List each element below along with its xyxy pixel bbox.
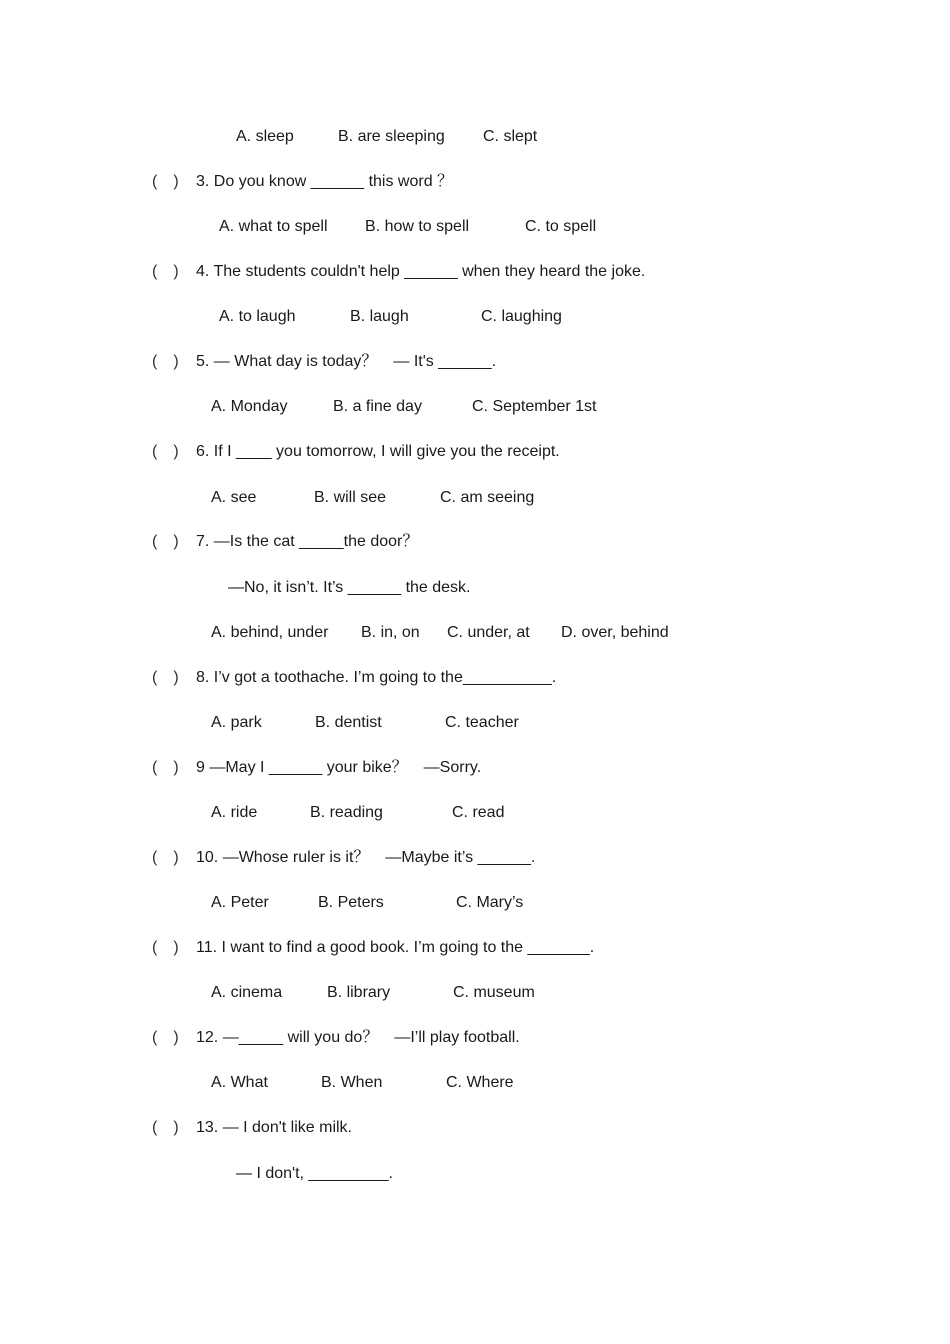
option-c: C. September 1st xyxy=(472,398,597,415)
question-stem: 8. I’v got a toothache. I’m going to the__________. xyxy=(196,669,557,686)
answer-blank[interactable]: ( ) xyxy=(152,1119,179,1136)
option-a: A. Peter xyxy=(211,894,269,911)
option-b: B. laugh xyxy=(350,308,409,325)
option-a: A. what to spell xyxy=(219,218,328,235)
question-stem: 6. If I ____ you tomorrow, I will give you the receipt. xyxy=(196,443,560,460)
question-stem: 4. The students couldn't help ______ when they heard the joke. xyxy=(196,263,646,280)
option-a: A. What xyxy=(211,1074,268,1091)
option-c: C. laughing xyxy=(481,308,562,325)
option-c: C. museum xyxy=(453,984,535,1001)
option-c: C. teacher xyxy=(445,714,519,731)
answer-blank[interactable]: ( ) xyxy=(152,669,179,686)
answer-blank[interactable]: ( ) xyxy=(152,1029,179,1046)
option-b: B. a fine day xyxy=(333,398,422,415)
question-stem: 12. —_____ will you do？ —I’ll play football. xyxy=(196,1029,520,1046)
option-a: A. see xyxy=(211,489,257,506)
option-a: A. cinema xyxy=(211,984,283,1001)
option-a: A. sleep xyxy=(236,128,294,145)
option-b: B. will see xyxy=(314,489,387,506)
option-d: D. over, behind xyxy=(561,624,669,641)
question-stem: 10. —Whose ruler is it？ —Maybe it’s ______. xyxy=(196,849,536,866)
option-a: A. ride xyxy=(211,804,258,821)
option-b: B. Peters xyxy=(318,894,384,911)
question-reply: — I don't, _________. xyxy=(236,1165,393,1182)
answer-blank[interactable]: ( ) xyxy=(152,443,179,460)
option-b: B. are sleeping xyxy=(338,128,445,145)
question-stem: 9 —May I ______ your bike？ —Sorry. xyxy=(196,759,482,776)
answer-blank[interactable]: ( ) xyxy=(152,263,179,280)
answer-blank[interactable]: ( ) xyxy=(152,353,179,370)
option-c: C. under, at xyxy=(447,624,530,641)
option-c: C. slept xyxy=(483,128,538,145)
answer-blank[interactable]: ( ) xyxy=(152,759,179,776)
option-c: C. to spell xyxy=(525,218,597,235)
question-stem: 13. — I don't like milk. xyxy=(196,1119,352,1136)
question-reply: —No, it isn’t. It’s ______ the desk. xyxy=(228,579,471,596)
question-stem: 5. — What day is today？ — It's ______. xyxy=(196,353,497,370)
option-b: B. how to spell xyxy=(365,218,470,235)
option-b: B. in, on xyxy=(361,624,420,641)
option-b: B. When xyxy=(321,1074,383,1091)
option-a: A. park xyxy=(211,714,262,731)
answer-blank[interactable]: ( ) xyxy=(152,939,179,956)
option-b: B. library xyxy=(327,984,391,1001)
option-a: A. behind, under xyxy=(211,624,329,641)
option-a: A. Monday xyxy=(211,398,288,415)
option-c: C. am seeing xyxy=(440,489,535,506)
question-stem: 3. Do you know ______ this word ？ xyxy=(196,173,454,190)
option-b: B. reading xyxy=(310,804,383,821)
option-b: B. dentist xyxy=(315,714,382,731)
option-c: C. Mary’s xyxy=(456,894,524,911)
option-c: C. Where xyxy=(446,1074,514,1091)
answer-blank[interactable]: ( ) xyxy=(152,173,179,190)
question-stem: 11. I want to find a good book. I’m going to the _______. xyxy=(196,939,595,956)
answer-blank[interactable]: ( ) xyxy=(152,533,179,550)
answer-blank[interactable]: ( ) xyxy=(152,849,179,866)
question-stem: 7. —Is the cat _____the door？ xyxy=(196,533,419,550)
option-a: A. to laugh xyxy=(219,308,296,325)
option-c: C. read xyxy=(452,804,505,821)
